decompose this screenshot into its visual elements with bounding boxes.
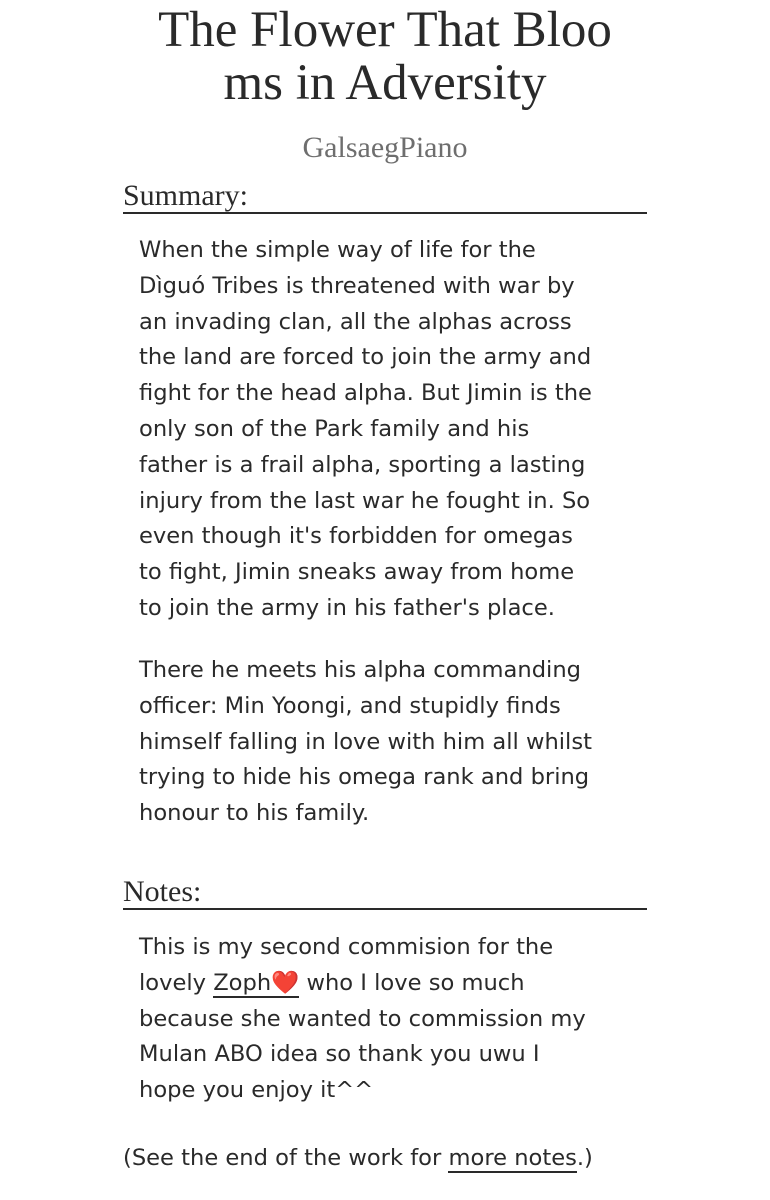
notes-line <box>139 966 659 1002</box>
notes-text: lovely <box>139 969 214 996</box>
notes-heading: Notes: <box>123 876 647 910</box>
notes-line: This is my second commision for the <box>139 934 554 960</box>
summary-line: father is a frail alpha, sporting a lasting <box>139 451 586 478</box>
summary-line: the land are forced to join the army and <box>139 344 592 371</box>
summary-line: to fight, Jimin sneaks away from home <box>139 559 575 586</box>
notes-line: hope you enjoy it^^ <box>139 1077 374 1104</box>
end-note-text: (See the end of the work for <box>123 1145 449 1171</box>
summary-line: even though it's forbidden for omegas <box>139 523 573 550</box>
summary-line: only son of the Park family and his <box>139 415 530 442</box>
work-title-line: ms in Adversity <box>223 55 547 111</box>
summary-line: injury from the last war he fought in. So <box>139 487 591 514</box>
summary-line: an invading clan, all the alphas across <box>139 308 572 335</box>
summary-heading: Summary: <box>123 180 647 214</box>
summary-line: There he meets his alpha commanding <box>139 657 581 683</box>
summary-paragraph <box>139 233 659 627</box>
summary-line: to join the army in his father's place. <box>139 594 555 621</box>
notes-line: because she wanted to commission my <box>139 1005 586 1032</box>
summary-line: fight for the head alpha. But Jimin is the <box>139 380 592 407</box>
work-title <box>0 4 770 110</box>
more-notes-link[interactable]: more notes <box>448 1145 577 1171</box>
notes-paragraph <box>139 930 659 1109</box>
summary-line: Dìguó Tribes is threatened with war by <box>139 272 575 299</box>
zoph-user-link[interactable]: Zoph❤️ <box>213 969 300 996</box>
author-name[interactable]: GalsaegPiano <box>302 131 468 164</box>
summary-line: honour to his family. <box>139 800 370 827</box>
summary-line: When the simple way of life for the <box>139 237 536 263</box>
work-title-line: The Flower That Bloo <box>158 2 612 58</box>
end-notes-pointer <box>123 1141 683 1177</box>
end-note-text: .) <box>576 1145 593 1171</box>
summary-line: officer: Min Yoongi, and stupidly finds <box>139 692 561 719</box>
notes-text: who I love so much <box>299 969 525 996</box>
summary-paragraph <box>139 653 659 832</box>
notes-line: Mulan ABO idea so thank you uwu I <box>139 1041 540 1068</box>
summary-line: himself falling in love with him all whilst <box>139 728 592 755</box>
summary-line: trying to hide his omega rank and bring <box>139 764 590 791</box>
